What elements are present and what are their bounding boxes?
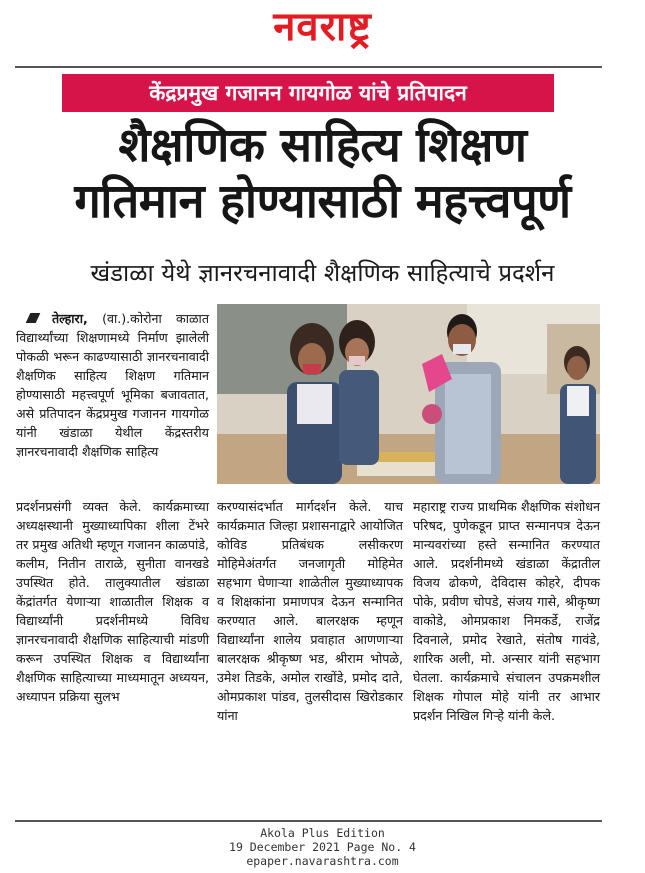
kicker-banner: केंद्रप्रमुख गजानन गायगोळ यांचे प्रतिपादन [62,74,554,112]
bullet-icon [26,313,41,323]
masthead-logo: नवराष्ट्र [273,4,372,50]
footer-edition: Akola Plus Edition [260,826,385,840]
footer-site: epaper.navarashtra.com [246,854,399,868]
dateline: तेल्हारा, [52,311,88,326]
agency-credit: (वा.). [102,311,131,326]
article-text-col2: करण्यासंदर्भात मार्गदर्शन केले. याच कार्यक्रमात जिल्हा प्रशासनाद्वारे आयोजित कोविड प्रतिबंधक लसीकरण मोहिमेअंतर्गत जनजागृती मोहिमेत सहभाग घेणाऱ्या शाळेतील मुख्याध्यापक व शिक्षकांना प्रमाणपत्र देऊन सन्मानित करण्यात आले. बालरक्षक म्हणून विद्यार्थ्यांना शालेय प्रवाहात आणणाऱ्या बालरक्षक श्रीकृष्ण भड, श्रीराम भोपळे, उमेश तिडके, अमोल राखोंडे, प्रमोद दाते, ओमप्रकाश पांडव, तुलसीदास खिरोडकार यांना [217,499,403,723]
article-column-1-bottom [16,497,209,706]
footer-date-page: 19 December 2021 Page No. 4 [229,840,416,854]
headline-line-1: शैक्षणिक साहित्य शिक्षण [118,118,527,173]
article-column-3 [413,497,600,725]
top-divider [15,66,602,68]
article-text-col1-top: कोरोना काळात विद्यार्थ्यांच्या शिक्षणामध्ये निर्माण झालेली पोकळी भरून काढण्यासाठी ज्ञानरचनावादी शैक्षणिक साहित्य शिक्षण गतिमान होण्यासाठी महत्त्वपूर्ण भूमिका बजावतात, असे प्रतिपादन केंद्रप्रमुख गजानन गायगोळ यांनी खंडाळा येथील केंद्रस्तरीय ज्ञानरचनावादी शैक्षणिक साहित्य [16,311,209,459]
article-column-2 [217,497,403,725]
news-photo [217,304,600,484]
footer [0,826,645,868]
article-text-col3: महाराष्ट्र राज्य प्राथमिक शैक्षणिक संशोधन परिषद, पुणेकडून प्राप्त सन्मानपत्र देऊन मान्यवरांच्या हस्ते सन्मानित करण्यात आले. प्रदर्शनीमध्ये खंडाळा केंद्रातील विजय ढोकणे, देविदास कोहरे, दीपक पोके, प्रवीण चोपडे, संजय गासे, श्रीकृष्ण वाकोडे, ओमप्रकाश निमकर्डे, राजेंद्र दिवनाले, प्रमोद रेखाते, संतोष गावंडे, शारिक अली, मो. अन्सार यांनी सहभाग घेतला. कार्यक्रमाचे संचालन उपक्रमशील शिक्षक गोपाल मोहे यांनी तर आभार प्रदर्शन निखिल गिऱ्हे यांनी केले. [413,499,600,723]
subheadline: खंडाळा येथे ज्ञानरचनावादी शैक्षणिक साहित्याचे प्रदर्शन [90,259,555,287]
bottom-divider [15,820,602,822]
headline-line-2: गतिमान होण्यासाठी महत्त्वपूर्ण [74,174,571,229]
article-text-col1-bottom: प्रदर्शनप्रसंगी व्यक्त केले. कार्यक्रमाच्या अध्यक्षस्थानी मुख्याध्यापिका शीला टेंभरे तर प्रमुख अतिथी म्हणून गजानन काळपांडे, कलीम, नितीन ताराळे, सुनीता वानखडे उपस्थित होते. तालुक्यातील खंडाळा केंद्रांतर्गत येणाऱ्या शाळातील शिक्षक व विद्यार्थ्यांनी प्रदर्शनीमध्ये विविध ज्ञानरचनावादी शैक्षणिक साहित्याची मांडणी करून उपस्थित शिक्षक व विद्यार्थ्यांना शैक्षणिक साहित्याच्या माध्यमातून अध्ययन, अध्यापन प्रक्रिया सुलभ [16,499,209,704]
headline [0,118,645,230]
article-column-1-top [16,309,209,461]
